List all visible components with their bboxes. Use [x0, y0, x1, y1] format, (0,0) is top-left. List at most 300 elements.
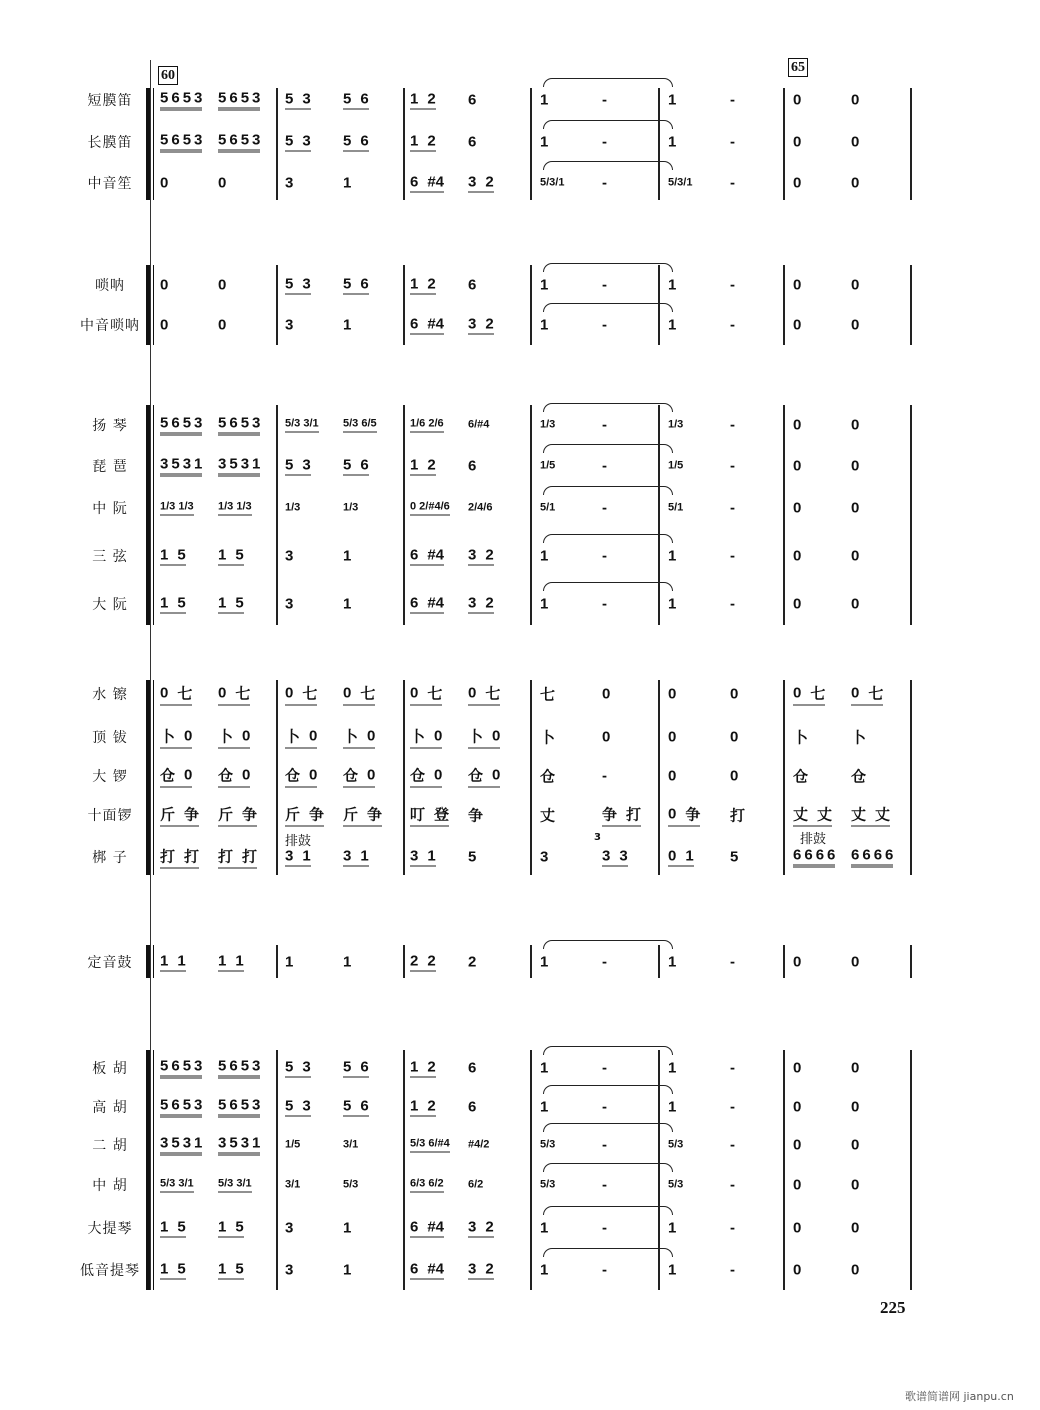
instrument-name: 中音唢呐	[80, 318, 140, 334]
note: 3	[194, 414, 203, 432]
beat-notes	[160, 1261, 186, 1280]
beat-notes	[160, 846, 199, 869]
note: 3	[302, 1058, 311, 1076]
beat-notes	[668, 277, 676, 294]
beat-notes	[793, 1177, 801, 1194]
note: 卜	[540, 729, 556, 747]
note: -	[730, 1261, 735, 1279]
note: 3	[285, 316, 294, 334]
chord-beat: 1/3 1/3	[160, 501, 194, 516]
note: 打	[160, 848, 176, 866]
beat-notes	[793, 1220, 801, 1237]
tie-arc	[543, 1123, 673, 1132]
beat-notes	[602, 1060, 607, 1077]
note: 0	[793, 316, 802, 334]
beat-notes	[668, 134, 676, 151]
beat-notes	[160, 1058, 202, 1079]
note: 1	[410, 132, 419, 150]
beat-notes	[410, 726, 442, 749]
beat-notes	[602, 848, 628, 867]
note: 6	[468, 457, 477, 475]
note: 6	[468, 91, 477, 109]
beat-notes	[730, 92, 735, 109]
beat-notes	[468, 726, 500, 749]
note: 0	[184, 766, 193, 784]
note: 5	[218, 89, 227, 107]
grace-note: 3	[594, 832, 601, 843]
note: 2	[427, 275, 436, 293]
beat-notes	[468, 458, 476, 475]
chord-beat: 3/1	[343, 1138, 359, 1151]
tie-arc	[543, 940, 673, 949]
note: 3	[182, 1134, 192, 1152]
beat-notes	[851, 92, 859, 109]
instrument-name: 梆 子	[92, 850, 128, 866]
note: 3	[285, 547, 294, 565]
beat-notes	[540, 1060, 548, 1077]
note: 2	[485, 594, 494, 612]
beat-notes	[343, 276, 369, 295]
note: 5	[343, 132, 352, 150]
note: 2	[485, 1218, 494, 1236]
note: 打	[730, 807, 746, 825]
note: 卜	[343, 728, 359, 746]
note: 1	[252, 455, 261, 473]
beat-notes	[730, 317, 735, 334]
note: -	[602, 595, 607, 613]
note: 6	[171, 414, 180, 432]
note: 3	[285, 595, 294, 613]
note: 争	[309, 806, 325, 824]
note: 打	[626, 806, 642, 824]
note: 6	[171, 89, 180, 107]
tie-arc	[543, 263, 673, 272]
beat-notes	[668, 1262, 676, 1279]
beat-notes	[668, 804, 700, 827]
note: 5	[182, 1057, 192, 1075]
note: 6	[410, 173, 419, 191]
group-bracket-thin	[153, 1050, 154, 1290]
note: 七	[360, 685, 376, 703]
note: 七	[868, 685, 884, 703]
beat-notes	[285, 317, 293, 334]
beat-notes	[285, 548, 293, 565]
note: 3	[240, 455, 250, 473]
beat-notes	[410, 804, 449, 827]
note: 0	[434, 727, 443, 745]
beat-notes	[285, 457, 311, 476]
note: 卜	[410, 728, 426, 746]
beat-notes	[602, 277, 607, 294]
beat-notes	[540, 1262, 548, 1279]
beat-notes	[730, 596, 735, 613]
note: 争	[367, 806, 383, 824]
note: 七	[540, 686, 556, 704]
note: 0	[160, 684, 169, 702]
beat-notes	[285, 726, 317, 749]
barline	[783, 680, 785, 875]
note: 0	[668, 767, 677, 785]
beat-notes	[160, 1135, 202, 1156]
note: 2	[410, 952, 419, 970]
note: 1	[540, 316, 549, 334]
note: 七	[302, 685, 318, 703]
note: 6	[360, 1097, 369, 1115]
beat-notes	[218, 765, 250, 788]
note: -	[730, 1136, 735, 1154]
note: 0	[851, 499, 860, 517]
note: #4	[427, 1218, 445, 1236]
beat-notes	[668, 548, 676, 565]
beat-notes	[218, 277, 226, 294]
note: 6	[851, 846, 860, 864]
beat-notes	[540, 954, 548, 971]
beat-notes	[218, 175, 226, 192]
note: 6	[229, 414, 238, 432]
note: 1	[252, 1134, 261, 1152]
note: 0	[793, 1098, 802, 1116]
beat-notes	[668, 317, 676, 334]
beat-notes	[468, 1060, 476, 1077]
barline	[530, 405, 532, 625]
beat-notes	[218, 953, 244, 972]
beat-notes	[410, 316, 444, 335]
note: 6	[862, 846, 871, 864]
note: 5	[235, 546, 244, 564]
barline	[530, 945, 532, 978]
note: 6	[229, 131, 238, 149]
note: 0	[793, 457, 802, 475]
note: 1	[285, 953, 294, 971]
note: 0	[851, 457, 860, 475]
chord-beat: 1/3	[540, 418, 556, 431]
beat-notes	[160, 90, 202, 111]
instrument-name: 琵 琶	[92, 459, 128, 475]
note: 5	[730, 848, 739, 866]
beat-notes	[160, 1219, 186, 1238]
beat-notes	[793, 500, 801, 517]
beat-notes	[343, 848, 369, 867]
beat-notes	[730, 1262, 735, 1279]
note: 6	[360, 1058, 369, 1076]
note: 5	[182, 414, 192, 432]
note: -	[730, 91, 735, 109]
note: 0	[793, 1261, 802, 1279]
beat-notes	[730, 548, 735, 565]
beat-notes	[793, 766, 808, 787]
chord-beat: 1/3	[668, 418, 684, 431]
barline	[403, 405, 405, 625]
beat-notes	[410, 1261, 444, 1280]
note: 1	[160, 952, 169, 970]
note: 0	[793, 499, 802, 517]
note: 5	[343, 1058, 352, 1076]
group-bracket	[146, 1050, 150, 1290]
beat-notes	[730, 686, 738, 703]
chord-beat: 5/1	[668, 501, 684, 514]
note: -	[730, 953, 735, 971]
note: 3	[468, 1218, 477, 1236]
note: 1	[218, 952, 227, 970]
note: 3	[468, 315, 477, 333]
beat-notes	[851, 596, 859, 613]
note: 0	[160, 316, 169, 334]
note: 打	[218, 848, 234, 866]
tie-arc	[543, 582, 673, 591]
note: 七	[235, 685, 251, 703]
beat-notes	[851, 1099, 859, 1116]
beat-notes	[343, 1059, 369, 1078]
beat-notes	[343, 317, 351, 334]
barline	[910, 265, 912, 345]
tie-arc	[543, 303, 673, 312]
beat-notes	[160, 765, 192, 788]
beat-notes	[343, 596, 351, 613]
note: 1	[668, 1219, 677, 1237]
beat-notes	[285, 596, 293, 613]
note: 1	[410, 456, 419, 474]
chord-beat: 5/3/1	[540, 176, 565, 189]
note: 争	[184, 806, 200, 824]
beat-notes	[793, 417, 801, 434]
note: 1	[343, 174, 352, 192]
barline	[658, 680, 660, 875]
beat-notes	[851, 1060, 859, 1077]
note: 1	[160, 546, 169, 564]
barline	[276, 405, 278, 625]
beat-notes	[540, 317, 548, 334]
note: 争	[685, 806, 701, 824]
note: 0	[793, 416, 802, 434]
beat-notes	[410, 547, 444, 566]
note: 3	[302, 132, 311, 150]
rehearsal-mark-65: 65	[788, 58, 808, 77]
beat-notes	[851, 1137, 859, 1154]
note: 3	[160, 1134, 169, 1152]
note: 5	[468, 848, 477, 866]
beat-notes	[540, 92, 548, 109]
note: 3	[194, 131, 203, 149]
beat-notes	[730, 277, 735, 294]
beat-notes	[730, 417, 735, 434]
instrument-name: 顶 钹	[92, 730, 128, 746]
note: 2	[485, 173, 494, 191]
note: 1	[668, 133, 677, 151]
note: 叮	[410, 806, 426, 824]
tie-arc	[543, 534, 673, 543]
note: 3	[194, 1057, 203, 1075]
beat-notes	[540, 596, 548, 613]
note: 卜	[793, 729, 809, 747]
note: -	[602, 133, 607, 151]
beat-notes	[218, 846, 257, 869]
note: 仓	[410, 767, 426, 785]
beat-notes	[602, 417, 607, 434]
beat-notes	[793, 847, 835, 868]
beat-notes	[851, 277, 859, 294]
beat-notes	[160, 547, 186, 566]
note: 0	[492, 766, 501, 784]
note: 3	[285, 1261, 294, 1279]
note: 3	[468, 1260, 477, 1278]
barline	[783, 945, 785, 978]
beat-notes	[468, 805, 483, 826]
note: 2	[468, 953, 477, 971]
beat-notes	[218, 683, 250, 706]
instrument-name: 中 阮	[92, 501, 128, 517]
note: 2	[427, 90, 436, 108]
note: 0	[851, 1261, 860, 1279]
beat-notes	[468, 683, 500, 706]
note: 3	[285, 1219, 294, 1237]
chord-beat: 3/1	[285, 1178, 301, 1191]
note: 5	[235, 594, 244, 612]
note: 0	[851, 1098, 860, 1116]
beat-notes	[410, 1059, 436, 1078]
note: 仓	[540, 768, 556, 786]
note: 6	[410, 315, 419, 333]
instrument-name: 中 胡	[92, 1178, 128, 1194]
note: 5	[177, 1218, 186, 1236]
beat-notes	[218, 1097, 260, 1118]
note: 0	[851, 91, 860, 109]
chord-beat: 1/3	[285, 501, 301, 514]
note: 1	[218, 594, 227, 612]
beat-notes	[851, 458, 859, 475]
note: 6	[410, 1218, 419, 1236]
beat-notes	[285, 1059, 311, 1078]
beat-notes	[540, 548, 548, 565]
beat-notes	[468, 595, 494, 614]
note: 0	[668, 728, 677, 746]
beat-notes	[851, 766, 866, 787]
note: 5	[171, 1134, 180, 1152]
chord-beat: 1/5	[668, 459, 684, 472]
beat-notes	[540, 684, 555, 705]
barline	[276, 265, 278, 345]
barline	[276, 1050, 278, 1290]
note: -	[730, 457, 735, 475]
note: 6	[468, 133, 477, 151]
beat-notes	[468, 1219, 494, 1238]
note: 斤	[343, 806, 359, 824]
note: -	[602, 1219, 607, 1237]
note: 卜	[468, 728, 484, 746]
note: 5	[285, 1097, 294, 1115]
instrument-name: 大 锣	[92, 769, 128, 785]
note: -	[602, 1098, 607, 1116]
note: 5	[177, 1260, 186, 1278]
beat-notes	[730, 1060, 735, 1077]
note: 0	[851, 276, 860, 294]
note: 1	[540, 595, 549, 613]
note: 5	[160, 1096, 169, 1114]
beat-notes	[668, 954, 676, 971]
note: 3	[160, 455, 169, 473]
instrument-name: 定音鼓	[87, 955, 133, 971]
beat-notes	[540, 805, 555, 826]
note: 1	[668, 276, 677, 294]
beat-notes	[793, 92, 801, 109]
beat-notes	[793, 458, 801, 475]
beat-notes	[668, 92, 676, 109]
beat-notes	[851, 1262, 859, 1279]
note: 1	[410, 1058, 419, 1076]
note: 5	[240, 89, 250, 107]
watermark: 歌谱简谱网 jianpu.cn	[905, 1390, 1014, 1403]
note: 3	[252, 414, 261, 432]
note: -	[730, 416, 735, 434]
beat-notes	[218, 804, 257, 827]
note: 6	[468, 1059, 477, 1077]
note: 0	[410, 684, 419, 702]
chord-beat: 0 2/#4/6	[410, 501, 450, 516]
note: 丈	[817, 806, 833, 824]
note: 0	[285, 684, 294, 702]
instrument-name: 长膜笛	[87, 135, 133, 151]
note: 5	[160, 131, 169, 149]
note: 0	[309, 727, 318, 745]
chord-beat: 1/5	[540, 459, 556, 472]
instrument-name: 水 镲	[92, 687, 128, 703]
beat-notes	[851, 1220, 859, 1237]
beat-notes	[851, 548, 859, 565]
note: 1	[540, 1098, 549, 1116]
beat-notes	[793, 596, 801, 613]
note: 6	[171, 131, 180, 149]
note: 6	[229, 89, 238, 107]
note: 0	[851, 1136, 860, 1154]
instrument-name: 高 胡	[92, 1100, 128, 1116]
note: 5	[285, 456, 294, 474]
beat-notes	[602, 1177, 607, 1194]
note: 5	[218, 414, 227, 432]
note: 3	[252, 89, 261, 107]
note: 1	[668, 91, 677, 109]
beat-notes	[410, 133, 436, 152]
note: 5	[182, 89, 192, 107]
note: 3	[302, 456, 311, 474]
beat-notes	[468, 849, 476, 866]
note: 1	[343, 595, 352, 613]
note: 七	[810, 685, 826, 703]
note: 6	[873, 846, 883, 864]
note: 5	[285, 275, 294, 293]
tie-arc	[543, 1163, 673, 1172]
note: 6	[885, 846, 894, 864]
note: -	[602, 1261, 607, 1279]
note: 5	[160, 414, 169, 432]
note: 0	[343, 684, 352, 702]
note: 0	[730, 685, 739, 703]
beat-notes	[218, 547, 244, 566]
beat-notes	[285, 1220, 293, 1237]
beat-notes	[343, 954, 351, 971]
beat-notes	[410, 457, 436, 476]
note: 1	[668, 316, 677, 334]
note: 1	[194, 1134, 203, 1152]
beat-notes	[285, 765, 317, 788]
beat-notes	[468, 174, 494, 193]
barline	[530, 265, 532, 345]
beat-notes	[851, 417, 859, 434]
beat-notes	[410, 174, 444, 193]
beat-notes	[410, 953, 436, 972]
chord-beat: 5/3 6/#4	[410, 1138, 450, 1153]
note: -	[730, 547, 735, 565]
note: -	[730, 133, 735, 151]
barline	[276, 945, 278, 978]
